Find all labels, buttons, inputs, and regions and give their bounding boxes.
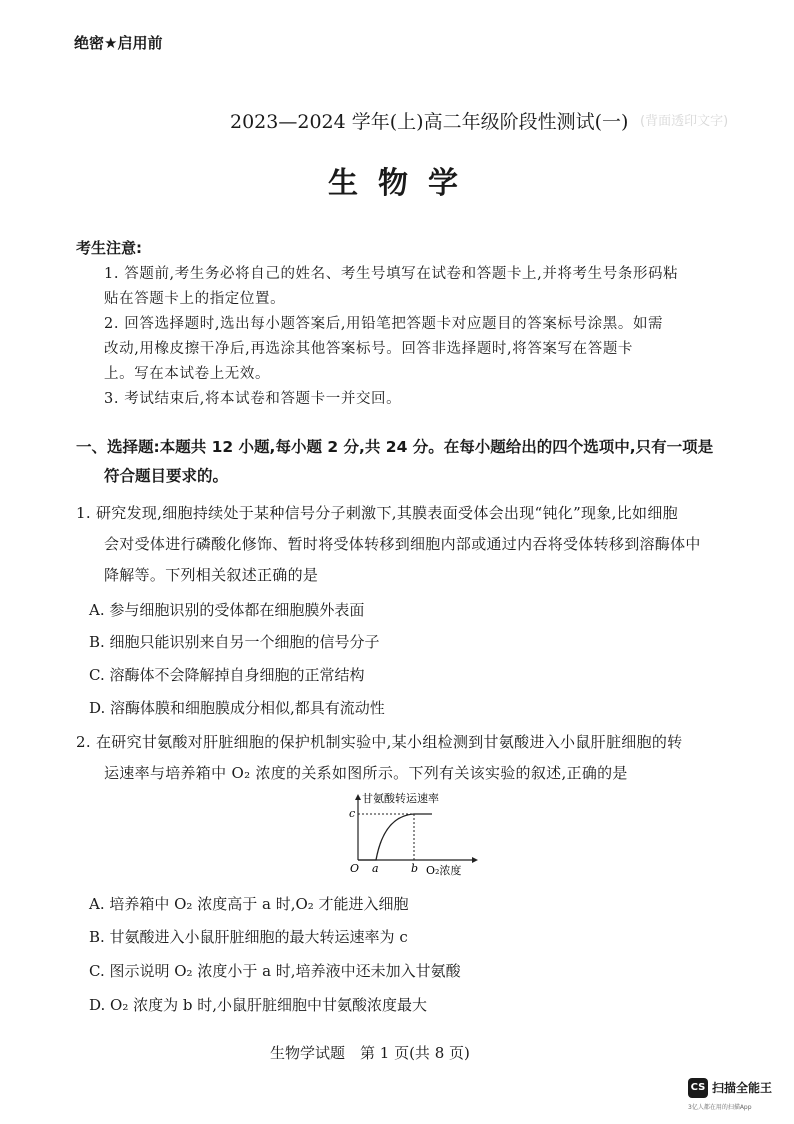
notice-line: 3. 考试结束后,将本试卷和答题卡一并交回。 — [104, 391, 402, 407]
transport-rate-chart — [340, 790, 490, 880]
option-d: D. O₂ 浓度为 b 时,小鼠肝脏细胞中甘氨酸浓度最大 — [89, 996, 428, 1014]
question-stem: 1. 研究发现,细胞持续处于某种信号分子刺激下,其膜表面受体会出现“钝化”现象,比如细胞 — [76, 504, 678, 522]
scanner-tagline: 3亿人都在用的扫描App — [688, 1104, 752, 1111]
notice-line: 改动,用橡皮擦干净后,再选涂其他答案标号。回答非选择题时,将答案写在答题卡 — [104, 341, 634, 357]
notice-heading: 考生注意: — [76, 239, 142, 257]
scanner-app-name: 扫描全能王 — [712, 1081, 773, 1095]
scanner-watermark — [688, 1078, 788, 1118]
x-axis-label: O₂浓度 — [426, 864, 462, 877]
question-stem: 运速率与培养箱中 O₂ 浓度的关系如图所示。下列有关该实验的叙述,正确的是 — [104, 764, 628, 782]
y-axis-arrow — [355, 794, 361, 800]
option-c: C. 图示说明 O₂ 浓度小于 a 时,培养液中还未加入甘氨酸 — [89, 962, 461, 980]
page-footer: 生物学试题 第 1 页(共 8 页) — [270, 1044, 470, 1062]
data-line — [358, 814, 432, 860]
option-d: D. 溶酶体膜和细胞膜成分相似,都具有流动性 — [89, 699, 385, 717]
x-axis-arrow — [472, 857, 478, 863]
option-b: B. 细胞只能识别来自另一个细胞的信号分子 — [89, 633, 380, 651]
option-a: A. 参与细胞识别的受体都在细胞膜外表面 — [89, 601, 365, 619]
notice-line: 上。写在本试卷上无效。 — [104, 366, 271, 382]
confidential-label: 绝密★启用前 — [74, 34, 163, 52]
x-tick-b: b — [411, 862, 419, 875]
question-stem: 会对受体进行磷酸化修饰、暂时将受体转移到细胞内部或通过内吞将受体转移到溶酶体中 — [104, 535, 701, 553]
option-a: A. 培养箱中 O₂ 浓度高于 a 时,O₂ 才能进入细胞 — [89, 895, 409, 913]
question-stem: 2. 在研究甘氨酸对肝脏细胞的保护机制实验中,某小组检测到甘氨酸进入小鼠肝脏细胞的转 — [76, 733, 683, 751]
notice-line: 2. 回答选择题时,选出每小题答案后,用铅笔把答题卡对应题目的答案标号涂黑。如需 — [104, 316, 664, 332]
scanner-logo-icon: CS — [688, 1078, 708, 1098]
x-tick-a: a — [372, 862, 379, 875]
exam-title: 2023—2024 学年(上)高二年级阶段性测试(一) — [230, 111, 629, 133]
option-b: B. 甘氨酸进入小鼠肝脏细胞的最大转运速率为 c — [89, 928, 408, 946]
bleed-through-text: (背面透印文字) — [640, 114, 729, 129]
section-instruction: 一、选择题:本题共 12 小题,每小题 2 分,共 24 分。在每小题给出的四个选项中,只有一项是 — [76, 438, 714, 456]
y-tick-c: c — [349, 807, 356, 820]
notice-line: 贴在答题卡上的指定位置。 — [104, 291, 286, 307]
y-axis-label: 甘氨酸转运速率 — [362, 792, 439, 805]
question-stem: 降解等。下列相关叙述正确的是 — [104, 566, 319, 584]
subject-title: 生物学 — [328, 166, 478, 201]
section-instruction: 符合题目要求的。 — [104, 467, 229, 485]
notice-line: 1. 答题前,考生务必将自己的姓名、考生号填写在试卷和答题卡上,并将考生号条形码粘 — [104, 266, 679, 282]
option-c: C. 溶酶体不会降解掉自身细胞的正常结构 — [89, 666, 365, 684]
origin-label: O — [350, 862, 360, 875]
